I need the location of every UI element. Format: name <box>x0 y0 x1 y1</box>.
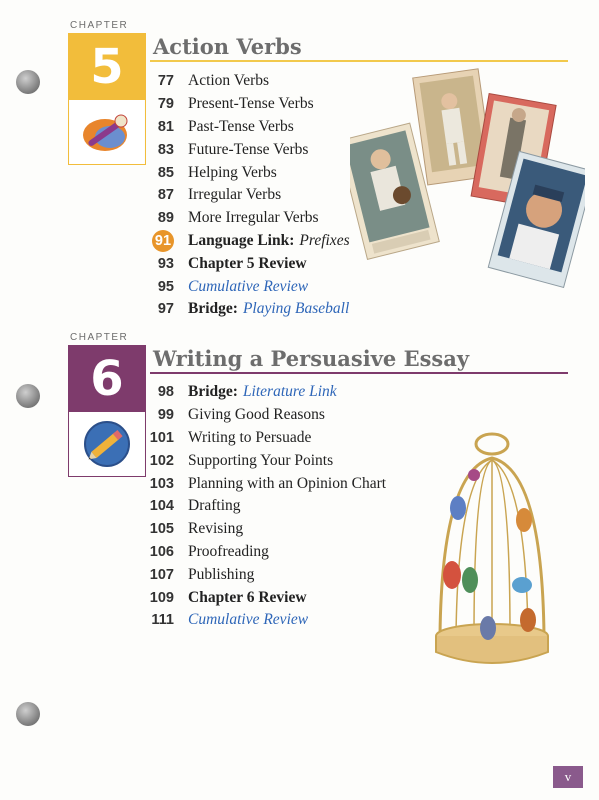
chapter-title: Writing a Persuasive Essay <box>153 346 470 371</box>
entry-title: Future-Tense Verbs <box>188 140 309 158</box>
chapter-6-badge <box>68 345 146 477</box>
page-number: 109 <box>149 589 174 606</box>
entry-title: Planning with an Opinion Chart <box>188 474 387 492</box>
baseball-bat-glove-icon <box>70 100 144 164</box>
toc-entry <box>140 518 386 541</box>
toc-entry <box>140 93 350 116</box>
chapter-number: 5 <box>69 34 145 100</box>
entry-title: Revising <box>188 520 244 538</box>
chapter-5-toc <box>140 70 350 321</box>
page-number: 106 <box>149 543 174 560</box>
chapter-label: CHAPTER <box>70 20 129 31</box>
entry-title: Giving Good Reasons <box>188 406 325 424</box>
page-number: 89 <box>157 210 174 227</box>
baseball-cards-illustration <box>350 68 585 288</box>
entry-title: Present-Tense Verbs <box>188 95 314 113</box>
page-number: 103 <box>149 475 174 492</box>
page-number: 93 <box>157 255 174 272</box>
page-number: 81 <box>157 118 174 135</box>
entry-title: Irregular Verbs <box>188 186 282 204</box>
entry-title: More Irregular Verbs <box>188 209 319 227</box>
toc-entry <box>140 495 386 518</box>
entry-title: Proofreading <box>188 542 269 560</box>
page-number: 107 <box>149 566 174 583</box>
pencil-icon <box>70 412 144 476</box>
toc-entry <box>140 586 386 609</box>
toc-entry <box>140 298 350 321</box>
binder-hole <box>16 70 40 94</box>
toc-entry <box>140 207 350 230</box>
page-number: 79 <box>157 96 174 113</box>
entry-title: Writing to Persuade <box>188 428 312 446</box>
toc-entry <box>140 252 350 275</box>
toc-entry <box>140 427 386 450</box>
entry-title: Helping Verbs <box>188 163 277 181</box>
entry-title: Action Verbs <box>188 72 270 90</box>
title-rule <box>150 60 568 62</box>
entry-italic-title: Prefixes <box>299 231 350 249</box>
page-number: 101 <box>149 429 174 446</box>
entry-bold-title: Chapter 6 Review <box>188 588 307 606</box>
toc-entry <box>140 184 350 207</box>
page-number: 105 <box>149 521 174 538</box>
binder-hole <box>16 384 40 408</box>
entry-italic-title: Cumulative Review <box>188 277 309 295</box>
toc-entry <box>140 161 350 184</box>
chapter-6-toc <box>140 381 386 632</box>
page-number: 91 <box>140 230 174 252</box>
page-number: 87 <box>157 187 174 204</box>
toc-entry <box>140 472 386 495</box>
page-number: 102 <box>149 452 174 469</box>
toc-entry <box>140 138 350 161</box>
chapter-5-badge <box>68 33 146 165</box>
entry-italic-title: Playing Baseball <box>242 300 350 318</box>
page-number: 95 <box>157 278 174 295</box>
binder-hole <box>16 702 40 726</box>
entry-italic-title: Literature Link <box>242 383 337 401</box>
entry-italic-title: Cumulative Review <box>188 611 309 629</box>
page-number: 98 <box>157 384 174 401</box>
birdcage-illustration <box>422 430 562 680</box>
entry-title: Supporting Your Points <box>188 451 334 469</box>
toc-entry <box>140 275 350 298</box>
toc-entry <box>140 381 386 404</box>
page-number: 111 <box>151 612 174 629</box>
entry-bold-title: Chapter 5 Review <box>188 254 307 272</box>
chapter-number: 6 <box>69 346 145 412</box>
entry-bold-title: Language Link: <box>188 231 295 249</box>
entry-title: Publishing <box>188 565 255 583</box>
entry-bold-title: Bridge: <box>188 300 238 318</box>
toc-entry <box>140 404 386 427</box>
chapter-title: Action Verbs <box>153 34 302 59</box>
page-number: 104 <box>149 498 174 515</box>
page-number: 77 <box>157 73 174 90</box>
toc-entry <box>140 563 386 586</box>
page-number: 97 <box>157 301 174 318</box>
toc-entry <box>140 449 386 472</box>
toc-entry <box>140 230 350 253</box>
toc-entry <box>140 70 350 93</box>
chapter-label: CHAPTER <box>70 332 129 343</box>
toc-entry <box>140 541 386 564</box>
page-number-tab: v <box>553 766 583 788</box>
toc-entry <box>140 116 350 139</box>
entry-bold-title: Bridge: <box>188 383 238 401</box>
page-number: 99 <box>157 407 174 424</box>
entry-title: Past-Tense Verbs <box>188 117 294 135</box>
page-number: 85 <box>157 164 174 181</box>
page-number: 83 <box>157 141 174 158</box>
title-rule <box>150 372 568 374</box>
entry-title: Drafting <box>188 497 241 515</box>
toc-entry <box>140 609 386 632</box>
